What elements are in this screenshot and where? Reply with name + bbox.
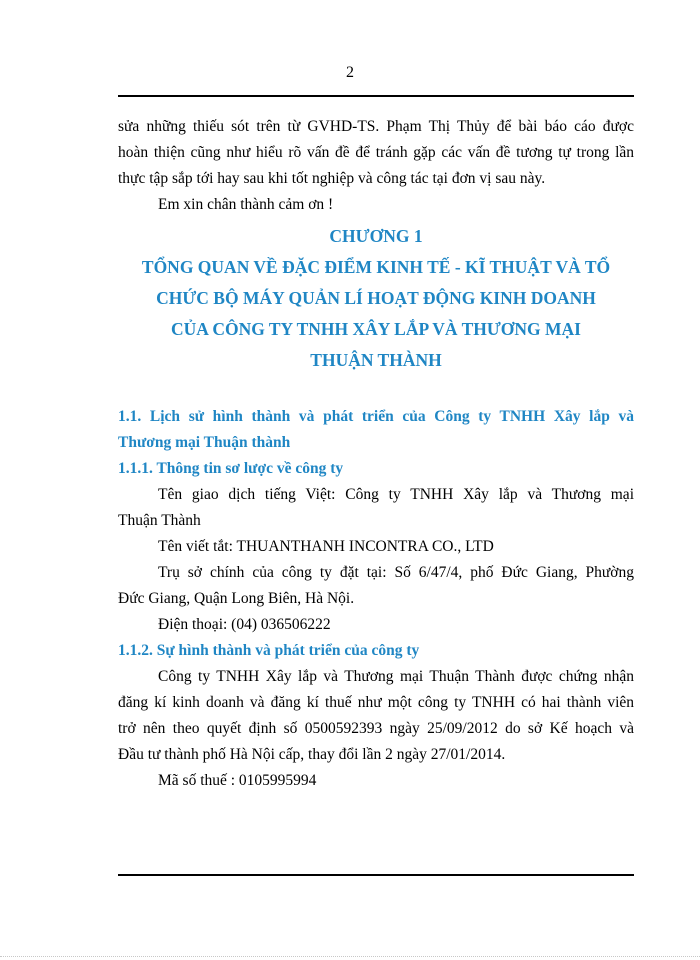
- chapter-title-line: CHỨC BỘ MÁY QUẢN LÍ HOẠT ĐỘNG KINH DOANH: [156, 288, 596, 308]
- body-line: Thuận Thành: [118, 512, 201, 529]
- section-heading-1-1-2: 1.1.2. Sự hình thành và phát triển của công ty: [118, 642, 420, 659]
- footer-rule: [118, 874, 634, 876]
- body-line: Điện thoại: (04) 036506222: [158, 616, 331, 633]
- page-break-dots: [0, 956, 700, 957]
- page-number: 2: [346, 64, 354, 81]
- body-line: Tên viết tắt: THUANTHANH INCONTRA CO., LTD: [158, 538, 494, 555]
- intro-line: sửa những thiếu sót trên từ GVHD-TS. Phạm Thị Thủy để bài báo cáo được: [118, 118, 634, 135]
- section-heading-1-1: Thương mại Thuận thành: [118, 434, 291, 451]
- intro-line: hoàn thiện cũng như hiểu rõ vấn đề để tránh gặp các vấn đề tương tự trong lần: [118, 144, 634, 161]
- body-line: Đức Giang, Quận Long Biên, Hà Nội.: [118, 590, 355, 607]
- chapter-label: CHƯƠNG 1: [329, 226, 423, 246]
- chapter-title-line: TỔNG QUAN VỀ ĐẶC ĐIỂM KINH TẾ - KĨ THUẬT VÀ TỔ: [141, 257, 611, 277]
- section-heading-1-1-1: 1.1.1. Thông tin sơ lược về công ty: [118, 460, 344, 477]
- thanks-line: Em xin chân thành cảm ơn !: [158, 196, 334, 213]
- page-content: [118, 114, 634, 794]
- body-line: Đầu tư thành phố Hà Nội cấp, thay đổi lần 2 ngày 27/01/2014.: [118, 746, 506, 763]
- body-line: đăng kí kinh doanh và đăng kí thuế như một công ty TNHH có hai thành viên: [118, 694, 634, 711]
- body-line: trở nên theo quyết định số 0500592393 ngày 25/09/2012 do sở Kế hoạch và: [118, 720, 634, 737]
- body-line: Tên giao dịch tiếng Việt: Công ty TNHH Xây lắp và Thương mại: [158, 486, 634, 503]
- chapter-title-line: THUẬN THÀNH: [310, 350, 442, 370]
- tax-code-line: Mã số thuế : 0105995994: [158, 772, 317, 789]
- section-heading-1-1: 1.1. Lịch sử hình thành và phát triển của Công ty TNHH Xây lắp và: [118, 408, 634, 425]
- intro-line: thực tập sắp tới hay sau khi tốt nghiệp và công tác tại đơn vị sau này.: [118, 170, 546, 187]
- header-rule: [118, 95, 634, 97]
- body-line: Trụ sở chính của công ty đặt tại: Số 6/47/4, phố Đức Giang, Phường: [158, 564, 634, 581]
- body-line: Công ty TNHH Xây lắp và Thương mại Thuận Thành được chứng nhận: [158, 668, 634, 685]
- chapter-title-line: CỦA CÔNG TY TNHH XÂY LẮP VÀ THƯƠNG MẠI: [171, 319, 581, 339]
